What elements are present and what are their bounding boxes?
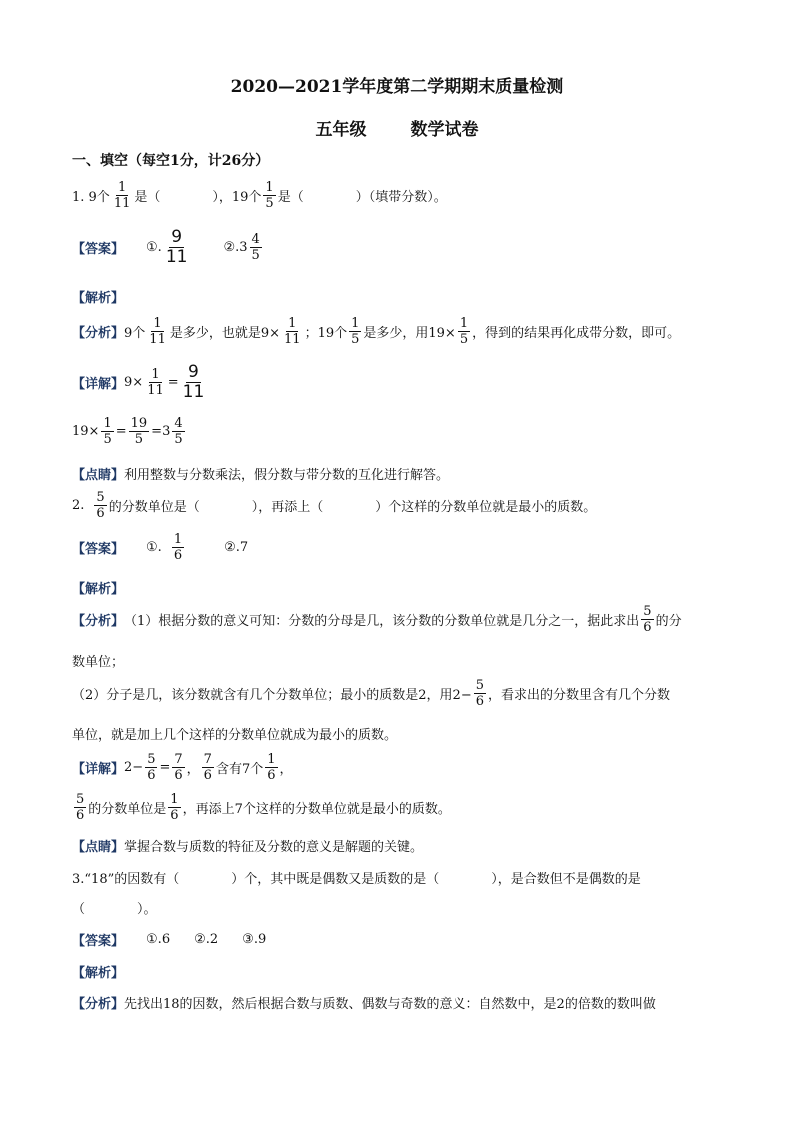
detail-2: 【详解】 2− $\frac{5}{6}$ = $\frac{7}{6}$ ， $\frac{7}{6}$ 含有7个 $\frac{1}{6}$ ， (72, 752, 293, 783)
fraction: $\frac{4}{5}$ (174, 416, 183, 447)
detail-1: 【详解】 9× $\frac{1}{11}$ = $\frac{9}{11}$ (72, 362, 205, 402)
fraction: $\frac{5}{6}$ (76, 792, 85, 823)
fenxi-2-part2: （2）分子是几，该分数就含有几个分数单位；最小的质数是2，用2− $\frac{5}{6}$ ，看求出的分数里含有几个分数 (72, 678, 671, 709)
subject: 数学试卷 (410, 120, 479, 140)
fraction: $\frac{1}{11}$ (149, 316, 166, 347)
fraction: $\frac{1}{11}$ (147, 367, 164, 398)
detail-1-line2: 19× $\frac{1}{5}$ = $\frac{19}{5}$ =3 $\frac{4}{5}$ (72, 416, 183, 447)
fraction: $\frac{1}{6}$ (170, 792, 179, 823)
fraction: $\frac{1}{6}$ (267, 752, 276, 783)
detail-2-line2: $\frac{5}{6}$ 的分数单位是 $\frac{1}{6}$ ，再添上7个这样的分数单位就是最小的质数。 (76, 792, 451, 823)
fraction: $\frac{1}{5}$ (265, 180, 274, 211)
exam-title: 2020—2021学年度第二学期期末质量检测 (230, 77, 564, 97)
fenxi-1: 【分析】 9个 $\frac{1}{11}$ 是多少，也就是9× $\frac{1}{11}$ ；19个 $\frac{1}{5}$ 是多少，用19× $\frac{1}{5}$ ，得到的结果再化成带分数，即可。 (72, 316, 681, 347)
fraction: $\frac{1}{6}$ (173, 532, 183, 563)
exam-subtitle (0, 115, 794, 140)
analysis-label-2: 【解析】 (72, 582, 125, 597)
grade: 五年级 (315, 120, 367, 140)
fraction: $\frac{1}{5}$ (103, 416, 112, 447)
answer-3: 【答案】 ①. 6 ②. 2 ③. 9 (72, 932, 267, 949)
fraction: $\frac{19}{5}$ (130, 416, 148, 447)
fenxi-2: 【分析】 （1）根据分数的意义可知：分数的分母是几，该分数的分数单位就是几分之一，据此求出 $\frac{5}{6}$ 的分 (72, 604, 682, 635)
fenxi-2-cont: 数单位； (72, 655, 125, 670)
fenxi-2-part2-cont: 单位，就是加上几个这样的分数单位就成为最小的质数。 (72, 728, 398, 743)
section-heading: 一、填空（每空1分，计26分） (72, 153, 270, 169)
fraction: $\frac{5}{6}$ (643, 604, 652, 635)
answer-1: 【答案】 ①. $\frac{9}{11}$ ②. 3 $\frac{4}{5}$ (72, 227, 260, 267)
question-1: 1. 9个 $\frac{1}{11}$ 是（ ），19个 $\frac{1}{5}$ 是（ ）（填带分数）。 (72, 180, 447, 211)
fraction: $\frac{1}{5}$ (351, 316, 360, 347)
fraction: $\frac{4}{5}$ (251, 232, 260, 263)
analysis-label-1: 【解析】 (72, 291, 125, 306)
fraction: $\frac{7}{6}$ (203, 752, 212, 783)
fraction: $\frac{1}{11}$ (113, 180, 131, 211)
fraction: $\frac{5}{6}$ (147, 752, 156, 783)
fraction: $\frac{1}{11}$ (284, 316, 301, 347)
question-2: 2. $\frac{5}{6}$ 的分数单位是（ ），再添上（ ）个这样的分数单位就是最小的质数。 (72, 490, 597, 521)
fraction: $\frac{9}{11}$ (165, 227, 188, 267)
analysis-label-3: 【解析】 (72, 966, 125, 981)
comment-2: 【点睛】 掌握合数与质数的特征及分数的意义是解题的关键。 (72, 840, 424, 855)
fraction: $\frac{5}{6}$ (96, 490, 105, 521)
fenxi-3: 【分析】 先找出18的因数，然后根据合数与质数、偶数与奇数的意义：自然数中，是2的倍数的数叫做 (72, 997, 656, 1012)
fraction: $\frac{7}{6}$ (174, 752, 183, 783)
question-3: 3.“18”的因数有（ ）个，其中既是偶数又是质数的是（ ），是合数但不是偶数的是 (72, 872, 641, 887)
fraction: $\frac{1}{5}$ (459, 316, 469, 347)
fraction: $\frac{9}{11}$ (182, 362, 205, 402)
question-3-cont: （ ）。 (72, 902, 157, 917)
comment-1: 【点睛】 利用整数与分数乘法，假分数与带分数的互化进行解答。 (72, 468, 450, 483)
fraction: $\frac{5}{6}$ (475, 678, 484, 709)
answer-2: 【答案】 ①. $\frac{1}{6}$ ②. 7 (72, 532, 249, 563)
